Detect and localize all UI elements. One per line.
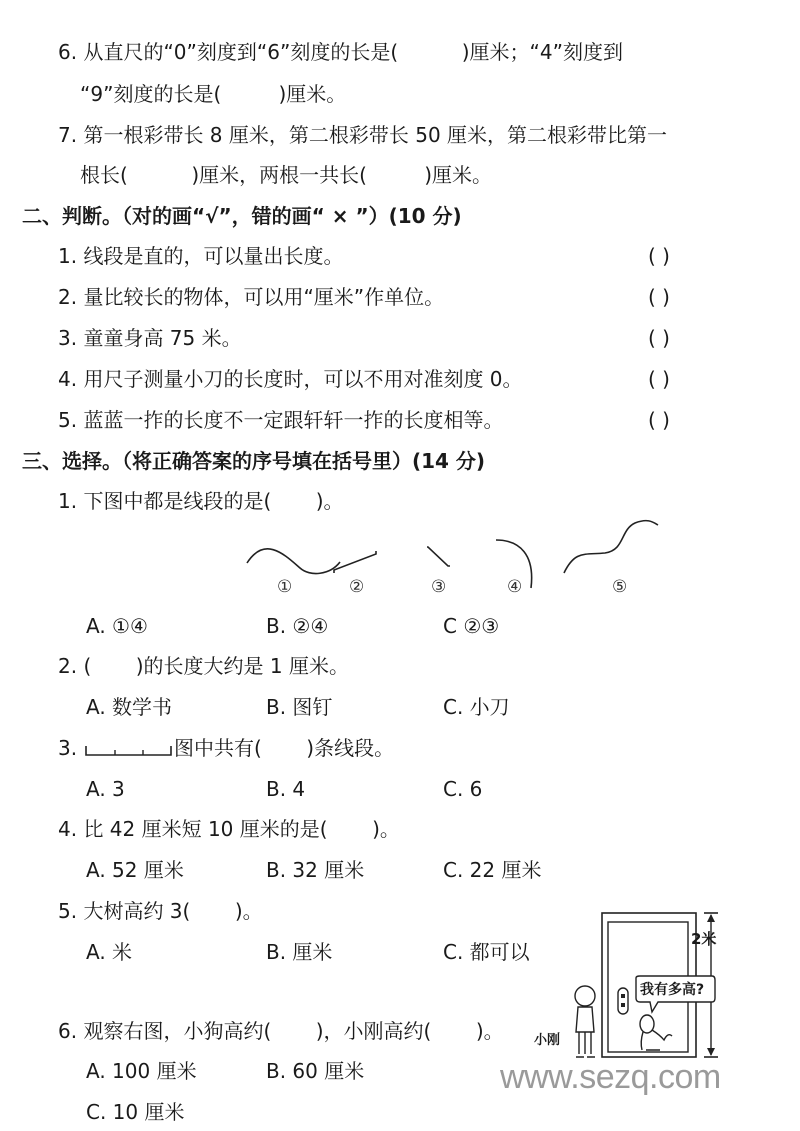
question-7-line1: 7. 第一根彩带长 8 厘米，第二根彩带长 50 厘米，第二根彩带比第一 xyxy=(58,123,668,147)
judge-item-2: 2. 量比较长的物体，可以用“厘米”作单位。 xyxy=(58,285,445,309)
figure-label-5: ⑤ xyxy=(612,577,628,597)
choice-q4-option-a[interactable]: A. 52 厘米 xyxy=(86,858,184,882)
judge-item-1: 1. 线段是直的，可以量出长度。 xyxy=(58,244,344,268)
choice-q6-option-b[interactable]: B. 60 厘米 xyxy=(266,1059,365,1083)
choice-q5-stem: 5. 大树高约 3( )。 xyxy=(58,899,263,923)
question-7-line2: 根长( )厘米，两根一共长( )厘米。 xyxy=(80,163,493,187)
figure-label-1: ① xyxy=(277,577,293,597)
question-6-line2: “9”刻度的长是( )厘米。 xyxy=(80,82,347,106)
judge-answer-2[interactable]: ( ) xyxy=(648,285,670,309)
figure-label-2: ② xyxy=(349,577,365,597)
choice-q5-option-c[interactable]: C. 都可以 xyxy=(443,940,530,964)
judge-answer-5[interactable]: ( ) xyxy=(648,408,670,432)
choice-q1-option-b[interactable]: B. ②④ xyxy=(266,614,329,638)
door-height-label: 2米 xyxy=(691,930,717,948)
line-figures xyxy=(230,510,670,590)
choice-q6-option-a[interactable]: A. 100 厘米 xyxy=(86,1059,197,1083)
choice-q5-option-b[interactable]: B. 厘米 xyxy=(266,940,333,964)
section-judge-title: 二、判断。（对的画“√”，错的画“ × ”）(10 分) xyxy=(22,204,462,228)
boy-label: 小刚 xyxy=(534,1033,561,1048)
judge-answer-3[interactable]: ( ) xyxy=(648,326,670,350)
choice-q3-stem-suffix: 图中共有( )条线段。 xyxy=(174,736,395,760)
choice-q5-option-a[interactable]: A. 米 xyxy=(86,940,133,964)
judge-item-5: 5. 蓝蓝一拃的长度不一定跟轩轩一拃的长度相等。 xyxy=(58,408,504,432)
question-6-line1: 6. 从直尺的“0”刻度到“6”刻度的长是( )厘米；“4”刻度到 xyxy=(58,40,623,64)
judge-answer-1[interactable]: ( ) xyxy=(648,244,670,268)
speech-bubble-text: 我有多高? xyxy=(640,982,705,998)
choice-q4-option-b[interactable]: B. 32 厘米 xyxy=(266,858,365,882)
choice-q2-stem: 2. ( )的长度大约是 1 厘米。 xyxy=(58,654,349,678)
judge-item-3: 3. 童童身高 75 米。 xyxy=(58,326,242,350)
choice-q2-option-a[interactable]: A. 数学书 xyxy=(86,695,173,719)
choice-q6-stem: 6. 观察右图，小狗高约( )，小刚高约( )。 xyxy=(58,1019,504,1043)
judge-item-4: 4. 用尺子测量小刀的长度时，可以不用对准刻度 0。 xyxy=(58,367,523,391)
choice-q3-option-c[interactable]: C. 6 xyxy=(443,777,483,801)
choice-q1-option-a[interactable]: A. ①④ xyxy=(86,614,148,638)
segment-figure xyxy=(84,744,174,758)
choice-q3-option-a[interactable]: A. 3 xyxy=(86,777,125,801)
choice-q6-option-c[interactable]: C. 10 厘米 xyxy=(86,1100,185,1124)
figure-label-4: ④ xyxy=(507,577,523,597)
choice-q3-option-b[interactable]: B. 4 xyxy=(266,777,306,801)
judge-answer-4[interactable]: ( ) xyxy=(648,367,670,391)
choice-q3-stem-prefix: 3. xyxy=(58,736,78,760)
watermark: www.sezq.com xyxy=(500,1058,721,1096)
choice-q1-stem: 1. 下图中都是线段的是( )。 xyxy=(58,489,344,513)
figure-label-3: ③ xyxy=(431,577,447,597)
choice-q2-option-b[interactable]: B. 图钉 xyxy=(266,695,333,719)
choice-q4-option-c[interactable]: C. 22 厘米 xyxy=(443,858,542,882)
choice-q1-option-c[interactable]: C ②③ xyxy=(443,614,500,638)
section-choice-title: 三、选择。（将正确答案的序号填在括号里）(14 分) xyxy=(22,449,486,473)
choice-q2-option-c[interactable]: C. 小刀 xyxy=(443,695,510,719)
choice-q4-stem: 4. 比 42 厘米短 10 厘米的是( )。 xyxy=(58,817,400,841)
